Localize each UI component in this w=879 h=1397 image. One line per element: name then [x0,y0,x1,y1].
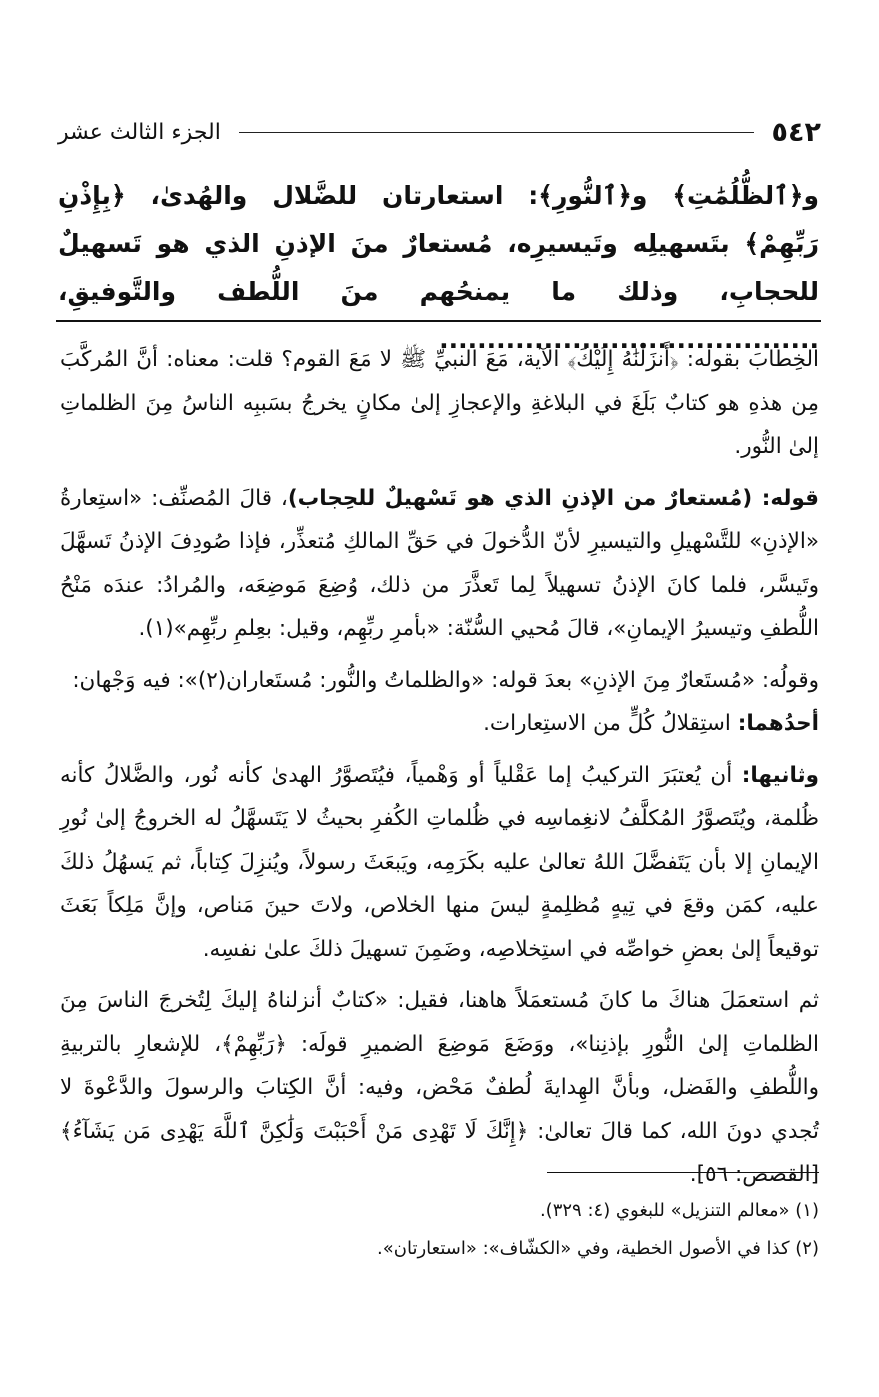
commentary-paragraph [60,338,819,469]
commentary-paragraph [60,477,819,651]
point-label: وثانيها: [741,762,819,788]
running-header [58,112,821,152]
paragraph-text: أن يُعتبَرَ التركيبُ إما عَقْلياً أو وَهْمياً، فيُتَصوَّرُ الهدىٰ كأنه نُور، والضَّلالُ كأنه ظُلمة، ويُتَصوَّرُ المُكلَّفُ لانغِماسِه في ظُلماتِ الكُفرِ بحيثُ لا يَتَسهَّلُ له الخروجُ إلىٰ نُورِ الإيمانِ إلا بأن يَتَفضَّلَ اللهُ تعالىٰ عليه بكَرَمِه، ويَبعَثَ رسولاً، ويُنزِلَ كِتاباً، ثم يَسهُلُ ذلكَ عليه، كمَن وقعَ في تِيهٍ مُظلِمةٍ ليسَ منها الخلاص، ولاتَ حينَ مَناص، وإنَّ مَلِكاً بَعَثَ توقيعاً إلىٰ بعضِ خواصِّه في استِخلاصِه، وضَمِنَ تسهيلَ ذلكَ علىٰ نفسِه. [60,762,819,962]
footnote-rule [547,1172,819,1173]
paragraph-text: ، قالَ المُصنِّف: «استِعارةُ «الإذنِ» للتَّسْهيلِ والتيسيرِ لأنّ الدُّخولَ في حَقِّ المالكِ مُتعذِّر، فإذا صُودِفَ الإذنُ تَسهَّلَ وتَيسَّر، فلما كانَ الإذنُ تسهيلاً لِما تَعذَّرَ من ذلك، وُضِعَ مَوضِعَه، والمُرادُ: عندَه مَنْحُ اللُّطفِ وتيسيرُ الإيمانِ»، قالَ مُحيي السُّنّة: «بأمرِ ربِّهِم، وقيل: بعِلمِ ربِّهِم»(١). [60,485,819,641]
header-rule [239,132,754,133]
footnote: (١) «معالم التنزيل» للبغوي (٤: ٣٢٩). [539,1200,819,1221]
paragraph-text: الخِطابَ بقوله: ﴿أَنزَلْنَٰهُ إِلَيْكَ﴾ الآية، مَعَ النبيِّ ﷺ لا مَعَ القوم؟ قلت: معناه: أنَّ المُركَّبَ مِن هذهِ هو كتابٌ بَلَغَ في البلاغةِ والإعجازِ إلىٰ مكانٍ يخرجُ بسَببِه الناسُ مِنَ الظلماتِ إلىٰ النُّور. [60,347,819,459]
main-divider [56,320,821,322]
commentary-paragraph [60,979,819,1197]
main-text [58,172,819,364]
commentary-paragraph [60,702,819,746]
commentary-paragraph [60,754,819,972]
commentary-paragraph [60,659,819,703]
footnote: (٢) كذا في الأصول الخطية، وفي «الكشّاف»: «استعارتان». [377,1238,819,1259]
quoted-lemma: قوله: (مُستعارٌ من الإذنِ الذي هو تَسْهيلٌ للحِجاب) [287,485,819,511]
footnotes [60,1192,819,1268]
page-number: ٥٤٢ [771,116,821,148]
point-label: أحدُهما: [737,711,819,736]
commentary [60,338,819,1205]
paragraph-text: استِقلالُ كُلٍّ من الاستِعارات. [483,711,738,736]
volume-title: الجزء الثالث عشر [58,119,221,145]
paragraph-text: ثم استعمَلَ هناكَ ما كانَ مُستعمَلاً هاهنا، فقيل: «كتابٌ أنزلناهُ إليكَ لِتُخرجَ الناسَ مِنَ الظلماتِ إلىٰ النُّورِ بإذنِنا»، ووَضَعَ مَوضِعَ الضميرِ قولَه: ﴿رَبِّهِمْ﴾، للإشعارِ بالتربيةِ واللُّطفِ والفَضل، وبأنَّ الهِدايةَ لُطفٌ مَحْض، وفيه: أنَّ الكِتابَ والرسولَ والدَّعْوةَ لا تُجدي دونَ الله، كما قالَ تعالىٰ: ﴿إِنَّكَ لَا تَهْدِى مَنْ أَحْبَبْتَ وَلَٰكِنَّ ٱللَّهَ يَهْدِى مَن يَشَآءُ﴾ [القصص: ٥٦]. [60,988,819,1187]
main-text-paragraph: و﴿ٱلظُّلُمَٰتِ﴾ و﴿ٱلنُّورِ﴾: استعارتان للضَّلال والهُدىٰ، ﴿بِإِذْنِ رَبِّهِمْ﴾ بتَسهيلِه وتَيسيرِه، مُستعارٌ منَ الإذنِ الذي هو تَسهيلٌ للحجابِ، وذلك ما يمنحُهم منَ اللُّطف والتَّوفيقِ، ........................................ [58,181,819,354]
paragraph-text: وقولُه: «مُستَعارٌ مِنَ الإذنِ» بعدَ قوله: «والظلماتُ والنُّور: مُستَعاران(٢)»: فيه وَجْهان: [72,667,819,693]
